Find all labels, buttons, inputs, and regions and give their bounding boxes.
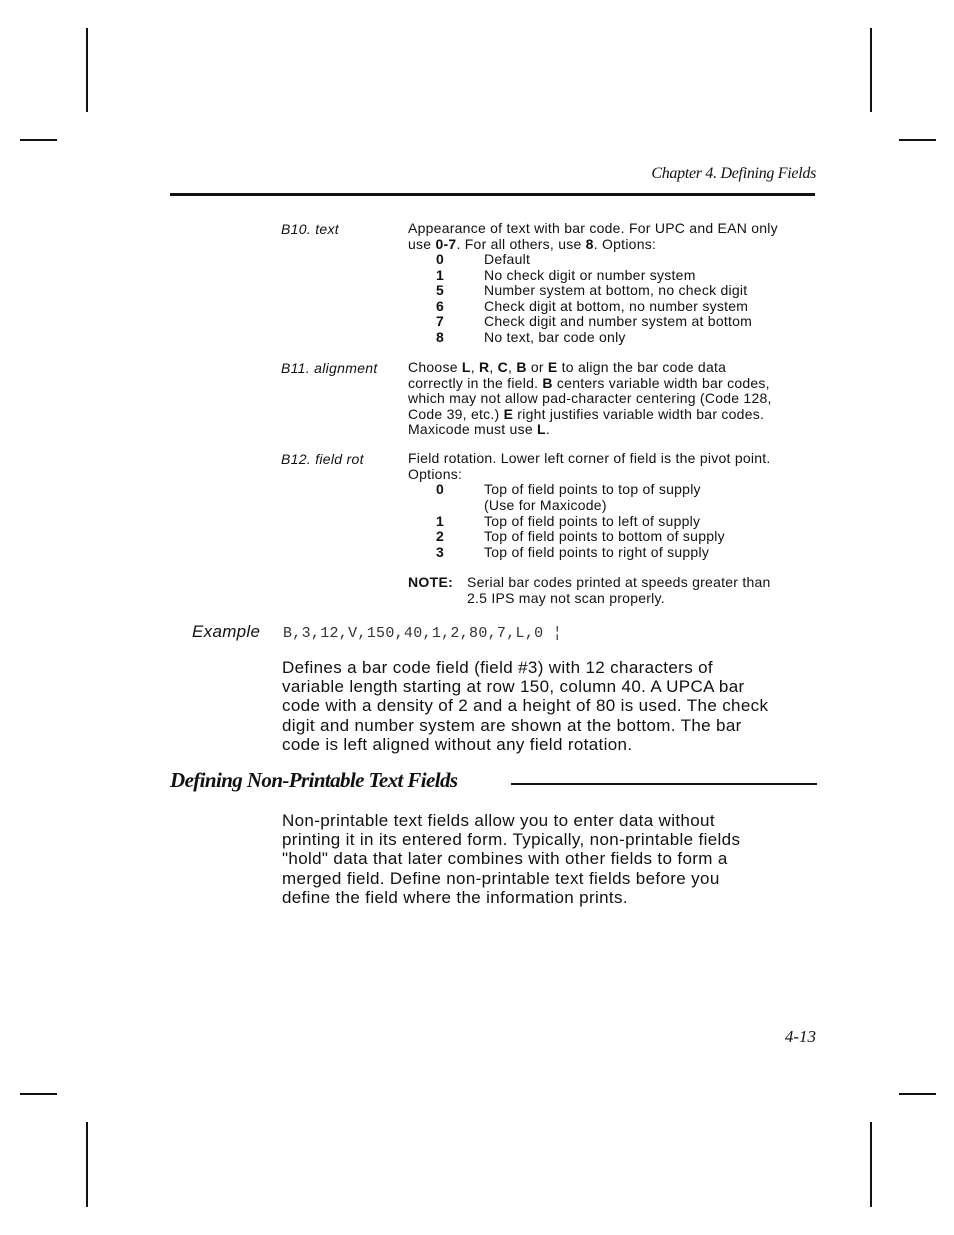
paragraph-line: digit and number system are shown at the bottom. The bar xyxy=(282,715,742,735)
option-code: 3 xyxy=(436,544,445,560)
chapter-header: Chapter 4. Defining Fields xyxy=(651,165,816,182)
crop-mark xyxy=(870,1122,872,1207)
example-label: Example xyxy=(192,622,261,641)
crop-mark xyxy=(899,1093,936,1095)
paragraph-line: merged field. Define non-printable text fields before you xyxy=(282,868,720,888)
crop-mark xyxy=(86,1122,88,1207)
crop-mark xyxy=(20,1093,57,1095)
option-code: 2 xyxy=(436,528,445,544)
option-code: 6 xyxy=(436,298,445,314)
section-paragraph xyxy=(282,811,822,907)
option-text: Top of field points to left of supply xyxy=(484,513,701,529)
param-desc-b11 xyxy=(408,360,772,438)
desc-line: Field rotation. Lower left corner of field is the pivot point. xyxy=(408,450,771,466)
option-code: 5 xyxy=(436,282,445,298)
page-number: 4-13 xyxy=(784,1027,816,1046)
paragraph-line: "hold" data that later combines with other fields to form a xyxy=(282,849,728,869)
desc-line: which may not allow pad-character centering (Code 128, xyxy=(408,390,772,406)
option-text: Default xyxy=(484,251,531,267)
paragraph-line: printing it in its entered form. Typically, non-printable fields xyxy=(282,830,741,850)
crop-mark xyxy=(86,28,88,112)
paragraph-line: define the field where the information prints. xyxy=(282,887,628,907)
option-code: 1 xyxy=(436,513,445,529)
option-text: (Use for Maxicode) xyxy=(484,497,607,513)
option-code: 0 xyxy=(436,251,445,267)
paragraph-line: code is left aligned without any field rotation. xyxy=(282,734,633,754)
option-code: 7 xyxy=(436,313,445,329)
note-label: NOTE: xyxy=(408,574,454,590)
desc-line: Options: xyxy=(408,465,463,482)
crop-mark xyxy=(899,139,936,141)
option-text: No text, bar code only xyxy=(484,329,626,345)
option-text: Top of field points to right of supply xyxy=(484,544,710,560)
paragraph-line: Non-printable text fields allow you to enter data without xyxy=(282,811,715,830)
paragraph-line: code with a density of 2 and a height of 80 is used. The check xyxy=(282,696,769,716)
note-line: 2.5 IPS may not scan properly. xyxy=(467,590,665,606)
paragraph-line: variable length starting at row 150, column 40. A UPCA bar xyxy=(282,677,745,697)
desc-line: Maxicode must use L. xyxy=(408,421,550,437)
note-text xyxy=(467,574,771,606)
option-text: Number system at bottom, no check digit xyxy=(484,282,748,298)
paragraph-line: Defines a bar code field (field #3) with 12 characters of xyxy=(282,658,713,677)
option-text: Check digit at bottom, no number system xyxy=(484,298,749,314)
example-paragraph xyxy=(282,658,822,754)
section-title: Defining Non-Printable Text Fields xyxy=(170,768,458,792)
option-text: No check digit or number system xyxy=(484,267,696,283)
desc-line: Choose L, R, C, B or E to align the bar code data xyxy=(408,359,727,375)
param-name-b10: B10. text xyxy=(281,221,339,237)
section-title-rule xyxy=(511,783,817,785)
desc-line: use 0-7. For all others, use 8. Options: xyxy=(408,235,657,252)
desc-line: correctly in the field. B centers variable width bar codes, xyxy=(408,374,770,391)
option-code: 1 xyxy=(436,267,445,283)
crop-mark xyxy=(870,28,872,112)
param-name-b11: B11. alignment xyxy=(281,360,378,376)
param-desc-b10 xyxy=(408,221,778,252)
option-code: 8 xyxy=(436,329,445,345)
option-text: Top of field points to top of supply xyxy=(484,481,701,497)
option-text: Check digit and number system at bottom xyxy=(484,313,753,329)
param-desc-b12 xyxy=(408,451,771,482)
header-rule xyxy=(170,193,815,196)
desc-line: Code 39, etc.) E right justifies variable width bar codes. xyxy=(408,405,765,422)
example-code: B,3,12,V,150,40,1,2,80,7,L,0 ¦ xyxy=(283,625,563,642)
desc-line: Appearance of text with bar code. For UPC and EAN only xyxy=(408,220,778,236)
option-text: Top of field points to bottom of supply xyxy=(484,528,725,544)
crop-mark xyxy=(20,139,57,141)
option-code: 0 xyxy=(436,481,445,497)
param-name-b12: B12. field rot xyxy=(281,451,364,467)
note-line: Serial bar codes printed at speeds greater than xyxy=(467,574,771,590)
